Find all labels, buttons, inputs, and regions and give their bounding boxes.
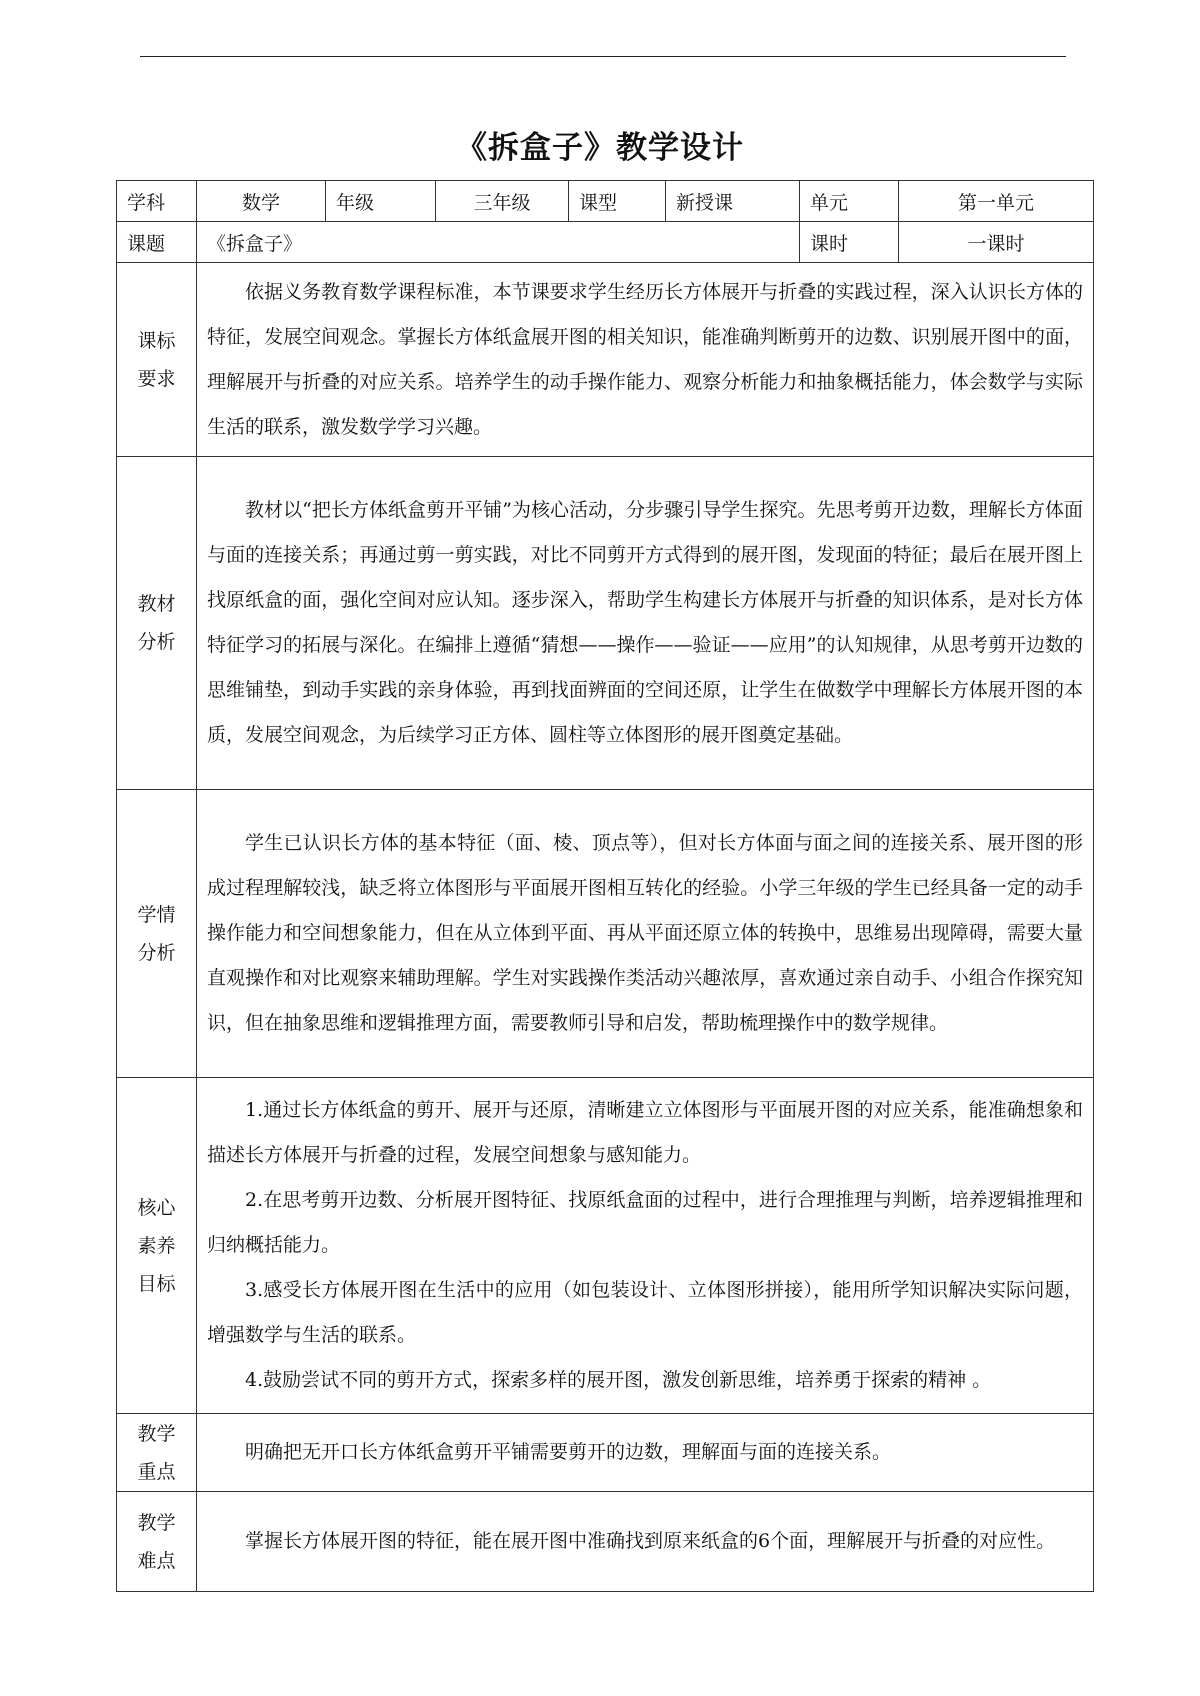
goals-content [197,1078,1094,1414]
key-point-text: 明确把无开口长方体纸盒剪开平铺需要剪开的边数，理解面与面的连接关系。 [245,1441,892,1463]
key-point-label-line1: 教学 [137,1422,176,1445]
standards-label-line1: 课标 [137,329,176,352]
standards-row [117,263,1094,457]
students-label-line1: 学情 [137,903,176,926]
goal-item: 3.感受长方体展开图在生活中的应用（如包装设计、立体图形拼接），能用所学知识解决实际问题，增强数学与生活的联系。 [207,1279,1083,1346]
standards-text: 依据义务教育数学课程标准，本节课要求学生经历长方体展开与折叠的实践过程，深入认识长方体的特征，发展空间观念。掌握长方体纸盒展开图的相关知识，能准确判断剪开的边数、识别展开图中的面，理解展开与折叠的对应关系。培养学生的动手操作能力、观察分析能力和抽象概括能力，体会数学与实际生活的联系，激发数学学习兴趣。 [207,280,1083,438]
goals-label [117,1078,197,1414]
key-point-row [117,1414,1094,1492]
goals-label-line1: 核心 [137,1196,176,1219]
unit-label: 单元 [800,181,899,222]
period-value: 一课时 [899,222,1094,263]
subject-value: 数学 [197,181,326,222]
type-value: 新授课 [666,181,800,222]
difficulty-text: 掌握长方体展开图的特征，能在展开图中准确找到原来纸盒的6个面，理解展开与折叠的对应性。 [245,1530,1056,1552]
materials-content [197,457,1094,790]
students-label-line2: 分析 [137,941,176,964]
standards-label [117,263,197,457]
difficulty-content [197,1492,1094,1592]
students-text: 学生已认识长方体的基本特征（面、棱、顶点等），但对长方体面与面之间的连接关系、展开图的形成过程理解较浅，缺乏将立体图形与平面展开图相互转化的经验。小学三年级的学生已经具备一定的动手操作能力和空间想象能力，但在从立体到平面、再从平面还原立体的转换中，思维易出现障碍，需要大量直观操作和对比观察来辅助理解。学生对实践操作类活动兴趣浓厚，喜欢通过亲自动手、小组合作探究知识，但在抽象思维和逻辑推理方面，需要教师引导和启发，帮助梳理操作中的数学规律。 [207,832,1083,1034]
grade-value: 三年级 [436,181,569,222]
materials-text: 教材以“把长方体纸盒剪开平铺”为核心活动，分步骤引导学生探究。先思考剪开边数，理解长方体面与面的连接关系；再通过剪一剪实践，对比不同剪开方式得到的展开图，发现面的特征；最后在展开图上找原纸盒的面，强化空间对应认知。逐步深入，帮助学生构建长方体展开与折叠的知识体系，是对长方体特征学习的拓展与深化。在编排上遵循“猜想——操作——验证——应用”的认知规律，从思考剪开边数的思维铺垫，到动手实践的亲身体验，再到找面辨面的空间还原，让学生在做数学中理解长方体展开图的本质，发展空间观念，为后续学习正方体、圆柱等立体图形的展开图奠定基础。 [207,499,1083,746]
subject-label: 学科 [117,181,197,222]
key-point-content [197,1414,1094,1492]
materials-label-line1: 教材 [137,593,176,615]
standards-label-line2: 要求 [137,367,176,390]
students-label [117,790,197,1078]
period-label: 课时 [800,222,899,263]
difficulty-label [117,1492,197,1592]
goals-row [117,1078,1094,1414]
difficulty-label-line2: 难点 [137,1549,176,1572]
key-point-label-line2: 重点 [137,1460,176,1483]
goal-item: 2.在思考剪开边数、分析展开图特征、找原纸盒面的过程中，进行合理推理与判断，培养逻辑推理和归纳概括能力。 [207,1189,1083,1256]
type-label: 课型 [569,181,666,222]
info-row-2 [117,222,1094,263]
materials-label-line2: 分析 [137,631,176,653]
goals-label-line2: 素养 [137,1234,176,1257]
difficulty-row [117,1492,1094,1592]
header-rule [140,56,1066,57]
students-content [197,790,1094,1078]
materials-row [117,457,1094,790]
info-row-1 [117,181,1094,222]
goal-item: 4.鼓励尝试不同的剪开方式，探索多样的展开图，激发创新思维，培养勇于探索的精神 。 [245,1369,992,1391]
difficulty-label-line1: 教学 [137,1511,176,1534]
grade-label: 年级 [326,181,436,222]
key-point-label [117,1414,197,1492]
goal-item: 1.通过长方体纸盒的剪开、展开与还原，清晰建立立体图形与平面展开图的对应关系，能准确想象和描述长方体展开与折叠的过程，发展空间想象与感知能力。 [207,1099,1083,1166]
unit-value: 第一单元 [899,181,1094,222]
materials-label [117,457,197,790]
students-row [117,790,1094,1078]
document-title: 《拆盒子》教学设计 [456,130,744,166]
standards-content [197,263,1094,457]
goals-label-line3: 目标 [137,1272,176,1295]
topic-value: 《拆盒子》 [197,222,800,263]
lesson-plan-table [116,180,1094,1592]
topic-label: 课题 [117,222,197,263]
